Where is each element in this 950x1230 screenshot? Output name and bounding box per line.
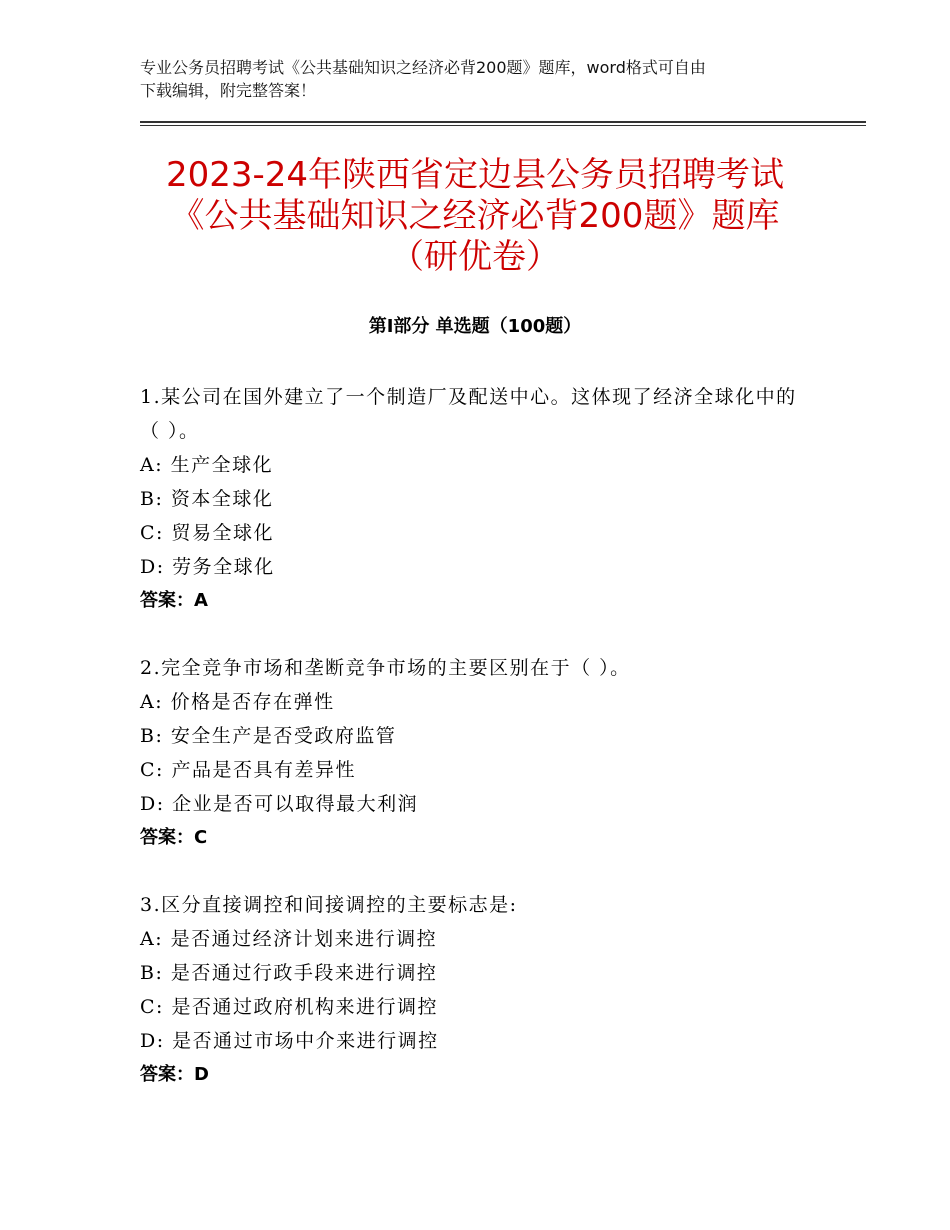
option-b: B: 是否通过行政手段来进行调控 [140,962,438,984]
header-note [140,56,810,102]
question-2 [140,651,810,855]
answer: 答案：A [140,590,208,611]
answer: 答案：D [140,1064,209,1085]
option-b: B: 安全生产是否受政府监管 [140,725,397,747]
option-c: C: 产品是否具有差异性 [140,759,356,781]
option-a: A: 生产全球化 [140,454,274,476]
question-stem: 2.完全竞争市场和垄断竞争市场的主要区别在于（ ）。 [140,657,631,679]
section-heading: 第Ⅰ部分 单选题（100题） [368,316,582,337]
option-d: D: 企业是否可以取得最大利润 [140,793,419,815]
header-divider-thick [140,121,866,123]
option-d: D: 劳务全球化 [140,556,275,578]
option-b: B: 资本全球化 [140,488,274,510]
question-stem: 3.区分直接调控和间接调控的主要标志是: [140,894,518,916]
question-3 [140,888,810,1092]
question-stem: 1.某公司在国外建立了一个制造厂及配送中心。这体现了经济全球化中的（ ）。 [140,386,797,442]
header-note-line2: 下载编辑，附完整答案！ [140,81,317,100]
answer: 答案：C [140,827,208,848]
header-divider-thin [140,125,866,126]
document-title [100,155,850,278]
header-note-line1: 专业公务员招聘考试《公共基础知识之经济必背200题》题库，word格式可自由 [140,58,706,77]
title-line1: 2023-24年陕西省定边县公务员招聘考试 [165,155,785,195]
title-line3: （研优卷） [390,237,560,277]
option-d: D: 是否通过市场中介来进行调控 [140,1030,439,1052]
question-1 [140,380,810,618]
option-c: C: 贸易全球化 [140,522,274,544]
option-a: A: 是否通过经济计划来进行调控 [140,928,438,950]
title-line2: 《公共基础知识之经济必背200题》题库 [170,196,780,236]
question-list [140,380,810,1125]
option-a: A: 价格是否存在弹性 [140,691,335,713]
option-c: C: 是否通过政府机构来进行调控 [140,996,438,1018]
